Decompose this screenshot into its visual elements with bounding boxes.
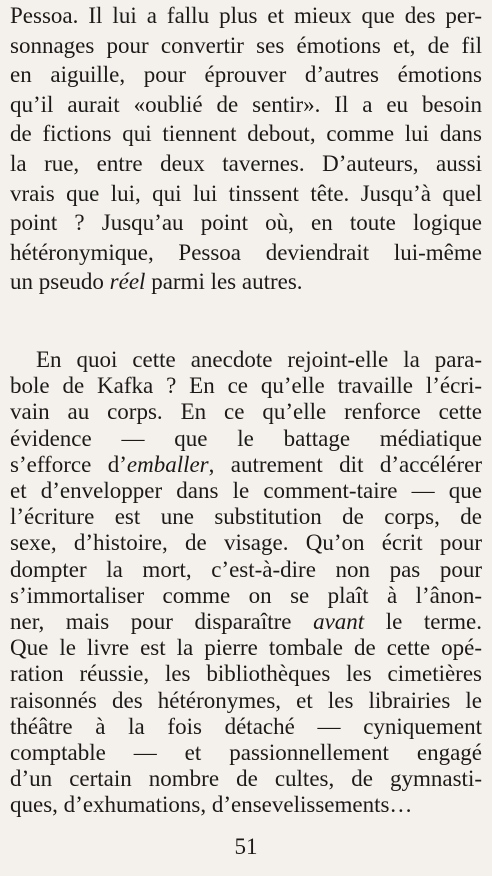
text-line: théâtre à la fois détaché — cyniquement — [10, 713, 482, 739]
text-line: ration réussie, les bibliothèques les cimetières — [10, 661, 482, 687]
italic-word: réel — [109, 269, 146, 295]
text-line: ques, d’exhumations, d’ensevelissements… — [10, 792, 413, 818]
text-line: évidence — que le battage médiatique — [10, 425, 482, 451]
text-line: en aiguille, pour éprouver d’autres émotions — [10, 62, 482, 88]
text-line: point ? Jusqu’au point où, en toute logique — [10, 210, 482, 236]
text-line: En quoi cette anecdote rejoint-elle la para- — [36, 347, 482, 372]
text-line: d’un certain nombre de cultes, de gymnasti- — [10, 766, 482, 792]
text-line: qu’il aurait «oublié de sentir». Il a eu besoin — [10, 91, 482, 117]
text-line: s’efforce d’emballer, autrement dit d’accélérer — [10, 451, 482, 477]
text-line: comptable — et passionnellement engagé — [10, 740, 482, 765]
text-line: vain au corps. En ce qu’elle renforce cette — [10, 399, 482, 425]
text-line: de fictions qui tiennent debout, comme lui dans — [10, 121, 482, 147]
text-line: sonnages pour convertir ses émotions et, de fil — [10, 32, 482, 58]
text-line: dompter la mort, c’est-à-dire non pas pour — [10, 556, 482, 582]
text-line: la rue, entre deux tavernes. D’auteurs, aussi — [10, 151, 482, 176]
page-number: 51 — [234, 834, 258, 859]
text-line: hétéronymique, Pessoa deviendrait lui-même — [10, 239, 482, 265]
text-line: sexe, d’histoire, de visage. Qu’on écrit pour — [10, 530, 482, 556]
text-line: s’immortaliser comme on se plaît à l’ânon- — [10, 582, 482, 608]
text-line: vrais que lui, qui lui tinssent tête. Jusqu’à quel — [10, 180, 482, 206]
text-line: raisonnés des hétéronymes, et les librairies le — [10, 687, 482, 713]
text-line: ner, mais pour disparaître avant le terme. — [10, 609, 482, 634]
text-line: bole de Kafka ? En ce qu’elle travaille l’écri- — [10, 373, 482, 399]
italic-word: avant — [313, 609, 365, 634]
text-line: un pseudo réel parmi les autres. — [10, 269, 303, 295]
text-line: et d’envelopper dans le comment-taire — que — [10, 478, 482, 503]
text-line: Que le livre est la pierre tombale de cette opé- — [10, 635, 482, 661]
text-line: l’écriture est une substitution de corps, de — [10, 504, 482, 530]
italic-word: emballer — [126, 451, 209, 477]
text-line: Pessoa. Il lui a fallu plus et mieux que des per- — [10, 3, 482, 28]
